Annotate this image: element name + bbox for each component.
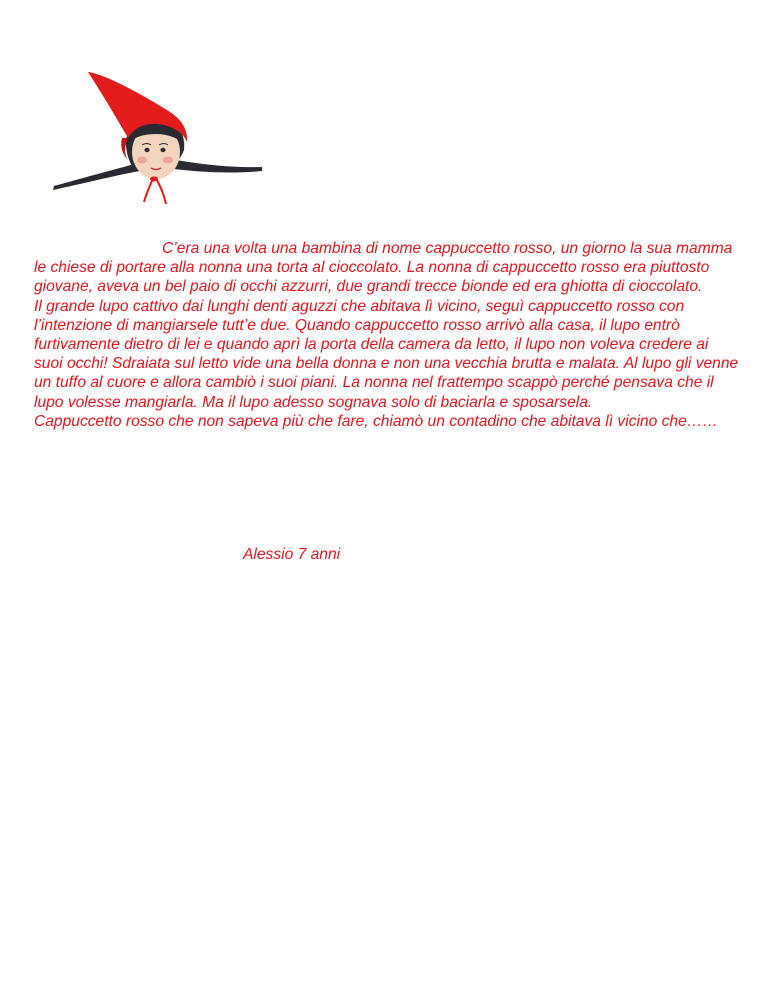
author-signature: Alessio 7 anni: [243, 546, 341, 563]
story-paragraph: Il grande lupo cattivo dai lunghi denti aguzzi che abitava lì vicino, seguì cappuccetto rosso con l’intenzione di mangiarsele tutt’e due. Quando cappuccetto rosso arrivò alla casa, il lupo entrò furtivamente dietro di lei e quando aprì la porta della camera da letto, il lupo non voleva credere ai suoi occhi! Sdraiata sul letto vide una bella donna e non una vecchia brutta e malata. Al lupo gli venne un tuffo al cuore e allora cambiò i suoi piani. La nonna nel frattempo scappò perché pensava che il lupo volesse mangiarla. Ma il lupo adesso sognava solo di baciarla e sposarsela.: [34, 297, 739, 411]
story-text: [34, 239, 739, 431]
story-paragraph: Cappuccetto rosso che non sapeva più che fare, chiamò un contadino che abitava lì vicino che……: [34, 412, 718, 430]
red-riding-hood-girl-icon: [50, 68, 265, 213]
story-paragraph: C’era una volta una bambina di nome cappuccetto rosso, un giorno la sua mamma le chiese di portare alla nonna una torta al cioccolato. La nonna di cappuccetto rosso era piuttosto giovane, aveva un bel paio di occhi azzurri, due grandi trecce bionde ed era ghiotta di cioccolato.: [34, 240, 733, 296]
